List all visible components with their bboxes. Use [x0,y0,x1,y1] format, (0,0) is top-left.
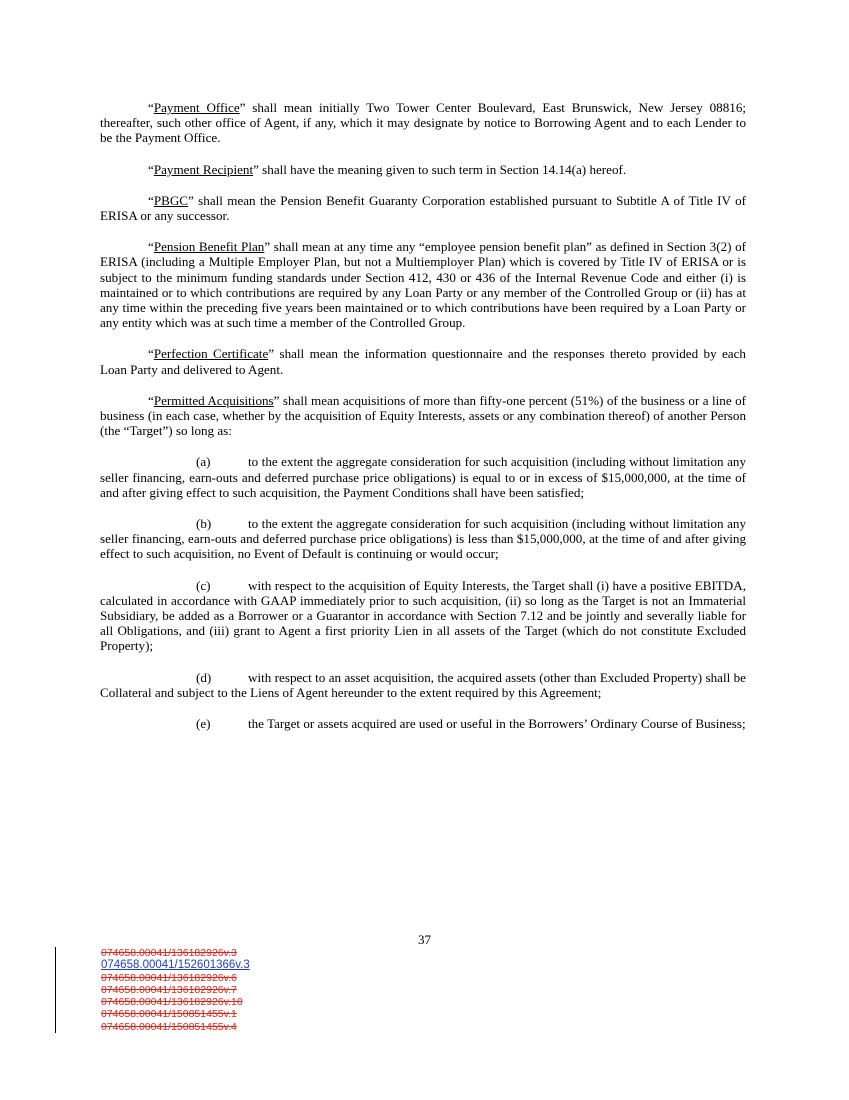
definition-text: shall mean at any time any “employee pension benefit plan” as defined in Section 3(2) of ERISA (including a Multiple Employer Plan, but not a Multiemployer Plan) which is covered by Title IV of ERISA or is subject to the minimum funding standards under Section 412, 430 or 436 of the Internal Revenue Code and either (i) is maintained or to which contributions are required by any Loan Party or any member of the Controlled Group or (ii) has at any time within the preceding five years been maintained or to which contributions have been required by a Loan Party or any entity which was at such time a member of the Controlled Group. [100,239,746,331]
defined-term: Payment Recipient [153,161,254,177]
document-page [100,100,746,747]
definition-perfection-certificate: “Perfection Certificate” shall mean the information questionnaire and the responses thereto provided by each Loan Party and delivered to Agent. [100,346,746,377]
clause-e [100,716,746,731]
defined-term: Permitted Acquisitions [153,392,274,408]
clause-label: (a) [196,454,211,470]
document-id-stack [55,947,250,1033]
doc-id-current: 074658.00041/152601366v.3 [101,959,250,972]
doc-id-struck: 074658.00041/150851455v.4 [101,1020,237,1033]
doc-id-struck: 074658.00041/136182926v.3 [101,947,237,959]
clause-text: to the extent the aggregate consideration for such acquisition (including without limitation any seller financing, earn-outs and deferred purchase price obligations) is equal to or in excess of $15,000,000, at the time of and after giving effect to such acquisition, the Payment Conditions shall have been satisfied; [100,454,746,500]
definition-payment-recipient: “Payment Recipient” shall have the meaning given to such term in Section 14.14(a) hereof. [148,161,627,177]
clause-text: to the extent the aggregate consideration for such acquisition (including without limitation any seller financing, earn-outs and deferred purchase price obligations) is less than $15,000,000, at the time of and after giving effect to such acquisition, no Event of Default is continuing or would occur; [100,516,746,562]
clause-a [100,454,746,500]
clause-b [100,516,746,562]
defined-term: Perfection Certificate [153,346,269,362]
doc-id-struck: 074658.00041/150851455v.1 [101,1008,237,1021]
clause-text: with respect to an asset acquisition, the acquired assets (other than Excluded Property) shall be Collateral and subject to the Liens of Agent hereunder to the extent required by this Agreement; [100,669,746,700]
doc-id-struck: 074658.00041/136182926v.10 [101,996,243,1009]
doc-id-struck: 074658.00041/136182926v.7 [101,983,237,996]
definition-text: shall mean the Pension Benefit Guaranty Corporation established pursuant to Subtitle A of Title IV of ERISA or any successor. [100,192,746,224]
clause-d [100,670,746,700]
clause-label: (e) [196,716,211,732]
definition-permitted-acquisitions: “Permitted Acquisitions” shall mean acquisitions of more than fifty-one percent (51%) of the business or a line of business (in each case, whether by the acquisition of Equity Interests, assets or any combination thereof) of another Person (the “Target”) so long as: [100,392,746,439]
definition-pbgc: “PBGC” shall mean the Pension Benefit Guaranty Corporation established pursuant to Subtitle A of Title IV of ERISA or any successor. [100,192,746,224]
defined-term: Payment Office [153,100,240,115]
clause-label: (b) [196,516,212,532]
definition-text: shall mean the information questionnaire and the responses thereto provided by each Loan Party and delivered to Agent. [100,346,746,377]
clause-text: with respect to the acquisition of Equity Interests, the Target shall (i) have a positive EBITDA, calculated in accordance with GAAP immediately prior to such acquisition, (ii) so long as the Target is not an Immaterial Subsidiary, be added as a Borrower or a Guarantor in accordance with Section 7.12 and be jointly and severally liable for all Obligations, and (iii) grant to Agent a first priority Lien in all assets of the Target (which do not constitute Excluded Property); [100,577,746,654]
definition-text: shall have the meaning given to such term in Section 14.14(a) hereof. [258,161,627,177]
clause-c [100,578,746,654]
definition-payment-office: “Payment Office” shall mean initially Two Tower Center Boulevard, East Brunswick, New Jersey 08816; thereafter, such other office of Agent, if any, which it may designate by notice to Borrowing Agent and to each Lender to be the Payment Office. [100,100,747,146]
definition-text: shall mean initially Two Tower Center Boulevard, East Brunswick, New Jersey 08816; thereafter, such other office of Agent, if any, which it may designate by notice to Borrowing Agent and to each Lender to be the Payment Office. [100,100,747,146]
definition-text: shall mean acquisitions of more than fifty-one percent (51%) of the business or a line of business (in each case, whether by the acquisition of Equity Interests, assets or any combination thereof) of another Person (the “Target”) so long as: [100,392,746,439]
page-number: 37 [417,932,432,947]
clause-text: the Target or assets acquired are used or useful in the Borrowers’ Ordinary Course of Business; [248,716,746,732]
doc-id-struck: 074658.00041/136182926v.6 [101,971,237,984]
defined-term: PBGC [153,192,189,208]
clause-label: (c) [196,577,211,593]
clause-label: (d) [196,669,212,685]
defined-term: Pension Benefit Plan [153,239,265,255]
definition-pension-benefit-plan: “Pension Benefit Plan” shall mean at any time any “employee pension benefit plan” as defined in Section 3(2) of ERISA (including a Multiple Employer Plan, but not a Multiemployer Plan) which is covered by Title IV of ERISA or is subject to the minimum funding standards under Section 412, 430 or 436 of the Internal Revenue Code and either (i) is maintained or to which contributions are required by any Loan Party or any member of the Controlled Group or (ii) has at any time within the preceding five years been maintained or to which contributions have been required by a Loan Party or any entity which was at such time a member of the Controlled Group. [100,239,746,331]
